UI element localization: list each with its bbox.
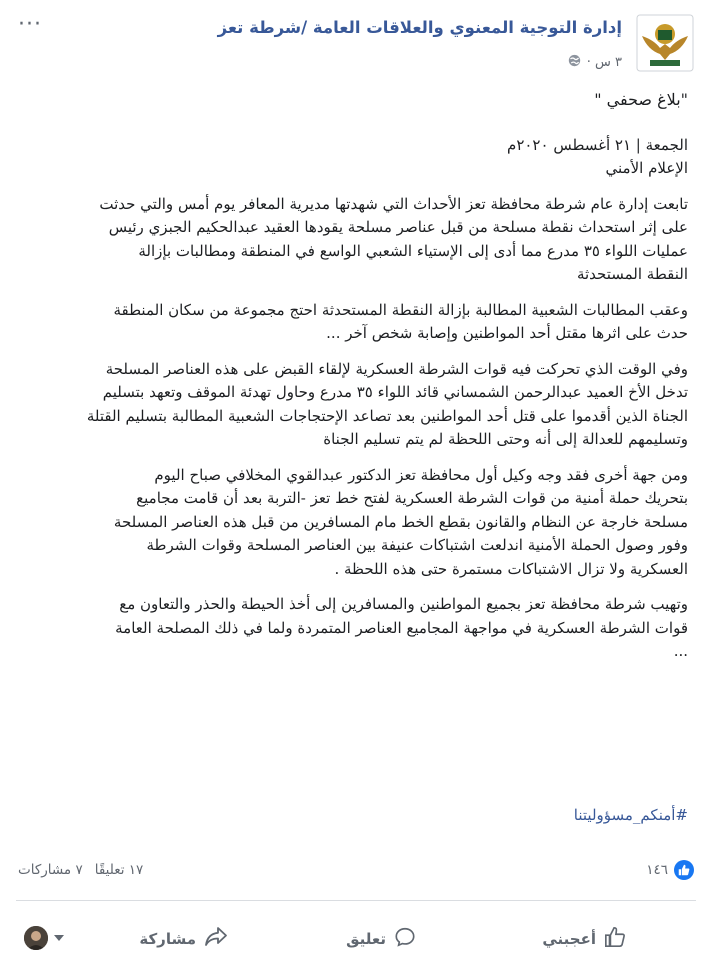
like-icon — [604, 926, 626, 952]
paragraph-line: وعقب المطالبات الشعبية المطالبة بإزالة النقطة المستحدثة احتج مجموعة من سكان المنطقة — [113, 300, 688, 319]
paragraph-line: النقطة المستحدثة — [576, 265, 688, 283]
share-count[interactable]: ٧ مشاركات — [18, 862, 83, 878]
avatar — [24, 926, 48, 950]
post-source: الإعلام الأمني — [605, 159, 688, 177]
like-button[interactable] — [542, 926, 626, 952]
share-icon — [204, 926, 228, 952]
divider — [16, 900, 696, 901]
hashtag-link[interactable]: #أمنكم_مسؤوليتنا — [573, 806, 688, 824]
post-paragraph — [18, 193, 688, 287]
post-meta — [568, 54, 622, 71]
paragraph-line: تدخل الأخ العميد عبدالرحمن الشمساني قائد اللواء ٣٥ مدرع وحاول تهدئة الموقف وتعهد بتسليم — [102, 383, 688, 401]
post-text — [18, 88, 688, 676]
paragraph-line: حدث على اثرها مقتل أحد المواطنين وإصابة شخص آخر ... — [326, 324, 688, 342]
paragraph-line: الجناة الذين أقدموا على قتل أحد المواطنين بعد تصاعد الإحتجاجات الشعبية المطالبة بتسليم القتلة — [86, 406, 688, 425]
engagement-counts — [18, 862, 143, 878]
like-reaction-icon — [674, 860, 694, 880]
reaction-count: ١٤٦ — [646, 862, 668, 878]
post-paragraph — [18, 358, 688, 452]
globe-icon — [568, 54, 581, 71]
post-paragraph — [18, 593, 688, 664]
post-stats — [18, 858, 694, 886]
paragraph-line: ومن جهة أخرى فقد وجه وكيل أول محافظة تعز الدكتور عبدالقوي المخلافي صباح اليوم — [154, 465, 688, 484]
page-name-link[interactable]: إدارة التوجية المعنوي والعلاقات العامة /شرطة تعز — [217, 18, 622, 37]
post-paragraphs — [18, 193, 688, 664]
reactions-summary[interactable] — [646, 860, 694, 880]
comment-label: تعليق — [346, 930, 386, 948]
paragraph-line: على إثر استحداث نقطة مسلحة من قبل عناصر مسلحة يقودها العقيد عبدالحكيم الجبزي رئيس — [108, 218, 688, 236]
like-label: أعجبني — [542, 930, 596, 948]
comment-count[interactable]: ١٧ تعليقًا — [94, 862, 144, 878]
paragraph-line: وتهيب شرطة محافظة تعز بجميع المواطنين والمسافرين إلى أخذ الحيطة والحذر والتعاون مع — [119, 595, 688, 613]
paragraph-line: قوات الشرطة العسكرية في مواجهة المجاميع العناصر المتمردة ولما في ذلك المصلحة العامة — [115, 618, 688, 637]
paragraph-line: ... — [673, 642, 688, 660]
audience-selector[interactable] — [24, 926, 64, 950]
paragraph-line: العسكرية ولا تزال الاشتباكات مستمرة حتى هذه اللحظة . — [334, 559, 688, 578]
more-options-icon[interactable]: ··· — [18, 12, 42, 37]
paragraph-line: تابعت إدارة عام شرطة محافظة تعز الأحداث التي شهدتها مديرية المعافر يوم أمس والتي حدثت — [99, 194, 688, 213]
paragraph-line: وفي الوقت الذي تحركت فيه قوات الشرطة العسكرية لإلقاء القبض على هذه العناصر المسلحة — [105, 359, 688, 378]
paragraph-line: مسلحة خارجة عن النظام والقانون بقطع الخط مام المسافرين من قبل هذه العناصر المسلحة — [113, 512, 688, 531]
caret-down-icon — [54, 935, 64, 941]
comment-button[interactable] — [346, 926, 416, 952]
paragraph-line: عمليات اللواء ٣٥ مدرع مما أدى إلى الإستياء الشعبي الواسع في المنطقة ومطالبات بإزالة — [138, 241, 688, 260]
comment-icon — [394, 926, 416, 952]
post-time[interactable]: ٣ س · — [586, 55, 622, 70]
post-paragraph — [18, 464, 688, 582]
post-header — [18, 12, 694, 82]
paragraph-line: وتسليمهم للعدالة إلى أنه وحتى اللحظة لم يتم تسليم الجناة — [323, 430, 688, 448]
share-label: مشاركة — [139, 930, 196, 948]
share-button[interactable] — [139, 926, 228, 952]
action-bar — [0, 918, 712, 958]
post-date: الجمعة | ٢١ أغسطس ٢٠٢٠م الإعلام الأمني — [18, 134, 688, 181]
paragraph-line: بتحريك حملة أمنية من قوات الشرطة العسكرية لفتح خط تعز -التربة بعد أن قامت مجاميع — [136, 489, 688, 507]
page-logo[interactable] — [636, 14, 694, 72]
post-paragraph — [18, 299, 688, 346]
paragraph-line: وفور وصول الحملة الأمنية اندلعت اشتباكات عنيفة بين العناصر المسلحة وقوات الشرطة — [146, 536, 688, 554]
post-title: "بلاغ صحفي " — [594, 90, 688, 109]
